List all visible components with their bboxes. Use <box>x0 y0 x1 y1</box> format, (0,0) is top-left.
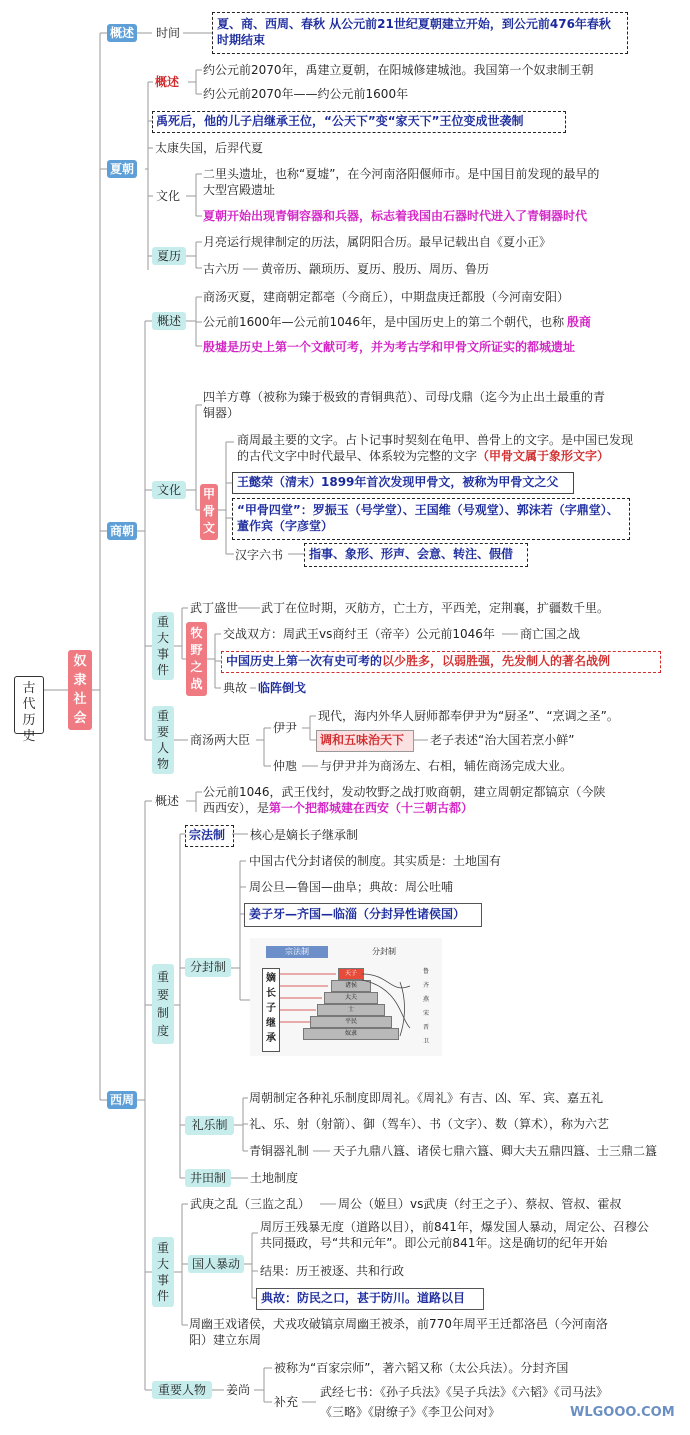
shang-oracle-node <box>200 484 218 540</box>
xia-erlitou: 二里头遗址，也称“夏墟”，在今河南洛阳偃师市。是中国目前发现的最早的大型宫殿遗址 <box>203 167 600 197</box>
diagram-left-header: 宗法制 <box>266 946 328 958</box>
shang-oracle-1 <box>237 432 642 464</box>
shang-muye-2a: 中国历史上第一次有史可考的 <box>226 654 383 668</box>
shang-oracle-2: 王懿荣（清末）1899年首次发现甲骨文，被称为甲骨文之父 <box>237 475 559 489</box>
shang-label: 商朝 <box>109 524 134 538</box>
zhou-liyue-1: 周朝制定各种礼乐制度即周礼。《周礼》有吉、凶、军、宾、嘉五礼 <box>249 1091 604 1105</box>
shang-yiyin-label: 伊尹 <box>273 721 298 735</box>
diagram-state: 卫 <box>422 1038 429 1045</box>
shang-muye-3b: 临阵倒戈 <box>258 681 307 695</box>
overview-label: 概述 <box>109 26 134 40</box>
shang-oracle-1a: 商周最主要的文字。占卜记事时契刻在龟甲、兽骨上的文字。是中国已发现的古代文字中时代最早、体系较为完整的文字 <box>237 433 634 463</box>
shang-oracle-1b: （甲骨文属于象形文字） <box>477 449 610 463</box>
shang-muye-3a: 典故 <box>223 681 248 695</box>
shang-events-label: 重大事件 <box>156 615 169 677</box>
shang-culture-label: 文化 <box>156 483 181 497</box>
zhou-label: 西周 <box>109 1093 134 1107</box>
diagram-tier: 诸侯 <box>331 980 371 992</box>
xia-culture-label: 文化 <box>156 189 181 203</box>
zhou-liyue-label: 礼乐制 <box>191 1118 228 1132</box>
shang-liushu-label: 汉字六书 <box>235 548 284 562</box>
shang-summary-label: 概述 <box>156 314 181 328</box>
shang-muye-2 <box>226 653 610 669</box>
shang-yiyin-1: 现代，海内外华人厨师都奉伊尹为“厨圣”、“烹调之圣”。 <box>318 709 619 723</box>
shang-summary-1: 商汤灭夏，建商朝定都亳（今商丘），中期盘庚迁都殷（今河南安阳） <box>203 290 570 304</box>
zhou-summary-a: 公元前1046，武王伐纣，发动牧野之战打败商朝，建立周朝定都镐京（今陕西西安），是 <box>203 785 606 815</box>
shang-summary-2b: 殷商 <box>567 315 592 329</box>
diagram-tier: 士 <box>317 1004 385 1016</box>
overview-node <box>107 24 137 42</box>
zhou-summary <box>203 784 613 816</box>
xia-summary-1: 约公元前2070年，禹建立夏朝，在阳城修建城池。我国第一个奴隶制王朝 <box>203 63 594 77</box>
diagram-state: 鲁 <box>422 968 429 975</box>
zhou-jingtian-node <box>185 1169 231 1187</box>
xia-calendar-2a: 古六历 <box>203 262 240 276</box>
zhou-people-node <box>152 1381 212 1399</box>
overview-time-label: 时间 <box>156 26 181 40</box>
xia-calendar-1: 月亮运行规律制定的历法，属阴阳合历。最早记载出自《夏小正》 <box>203 235 552 249</box>
zhou-zongfa-label: 宗法制 <box>189 828 226 842</box>
zhou-fenfeng-node <box>185 958 231 977</box>
zhou-jiang-2a: 武经七书：《孙子兵法》《吴子兵法》《六韬》《司马法》 <box>320 1385 609 1399</box>
diagram-state: 燕 <box>422 996 429 1003</box>
zhou-jiang-1: 被称为“百家宗师”，著六韬又称（太公兵法）。分封齐国 <box>274 1361 569 1375</box>
zhou-people-label: 重要人物 <box>157 1383 206 1397</box>
zongfa-fenfeng-diagram <box>250 938 442 1056</box>
diagram-tier: 奴隶 <box>303 1028 399 1040</box>
zhou-riot-3: 典故：防民之口，甚于防川。道路以目 <box>261 1291 466 1305</box>
xia-summary-2: 约公元前2070年——约公元前1600年 <box>203 87 409 101</box>
shang-yiyin-2b: 老子表述“治大国若烹小鲜” <box>430 733 575 747</box>
xia-calendar-node <box>152 247 186 265</box>
zhou-jiang-label: 姜尚 <box>226 1383 251 1397</box>
zhou-youwang: 周幽王戏诸侯，犬戎攻破镐京周幽王被杀，前770年周平王迁都洛邑（今河南洛阳）建立东周 <box>189 1317 608 1347</box>
diagram-left-side-text: 嫡长子继承 <box>266 973 276 1044</box>
era-label: 奴隶社会 <box>73 654 87 726</box>
diagram-state: 宋 <box>422 1010 429 1017</box>
zhou-node <box>107 1091 137 1109</box>
zhou-liyue-3b: 天子九鼎八簋、诸侯七鼎六簋、卿大夫五鼎四簋、士三鼎二簋 <box>333 1144 658 1158</box>
zhou-jiang-2-label: 补充 <box>274 1395 299 1409</box>
diagram-state: 齐 <box>422 982 429 989</box>
xia-taikang: 太康失国，后羿代夏 <box>155 141 264 155</box>
zhou-fenfeng-1: 中国古代分封诸侯的制度。其实质是：土地国有 <box>249 854 502 868</box>
diagram-arrows <box>250 938 442 1056</box>
zhou-riot-node <box>188 1255 244 1273</box>
shang-muye-1a: 交战双方：周武王vs商纣王（帝辛）公元前1046年 <box>223 627 495 641</box>
shang-yinxu: 殷墟是历史上第一个文献可考，并为考古学和甲骨文所证实的都城遗址 <box>203 340 576 354</box>
xia-succession: 禹死后，他的儿子启继承王位，“公天下”变“家天下”王位变成世袭制 <box>156 114 524 128</box>
diagram-tier: 大夫 <box>324 992 378 1004</box>
zhou-jingtian-label: 井田制 <box>189 1171 226 1185</box>
shang-bronzes: 四羊方尊（被称为臻于极致的青铜典范）、司母戊鼎（迄今为止出土最重的青铜器） <box>203 390 606 420</box>
zhou-riot-label: 国人暴动 <box>191 1257 240 1271</box>
zhou-systems-label: 重要制度 <box>156 970 169 1038</box>
shang-ministers-label: 商汤两大臣 <box>190 733 251 747</box>
zhou-riot-1: 周厉王残暴无度（道路以目），前841年，爆发国人暴动，周定公、召穆公共同摄政，号“共和元年”。即公元前841年。这是确切的纪年开始 <box>260 1220 649 1250</box>
shang-summary-node <box>152 312 186 330</box>
zhou-jingtian: 土地制度 <box>250 1171 299 1185</box>
zhou-riot-2: 结果：历王被逐、共和行政 <box>260 1264 405 1278</box>
zhou-wugeng-a: 武庚之乱（三监之乱） <box>190 1197 311 1211</box>
zhou-jiang-2b: 《三略》《尉缭子》《李卫公问对》 <box>320 1405 501 1419</box>
xia-bronze: 夏朝开始出现青铜容器和兵器，标志着我国由石器时代进入了青铜器时代 <box>203 209 588 223</box>
zhou-zongfa: 核心是嫡长子继承制 <box>250 828 359 842</box>
zhou-fenfeng-3: 姜子牙—齐国—临淄（分封异性诸侯国） <box>249 907 466 921</box>
shang-muye-label: 牧野之战 <box>190 626 203 691</box>
zhou-summary-b: 第一个把都城建在西安（十三朝古都） <box>269 801 474 815</box>
overview-time-text: 夏、商、西周、春秋 从公元前21世纪夏朝建立开始，到公元前476年春秋时期结束 <box>217 17 611 47</box>
root-node <box>14 676 44 744</box>
xia-calendar-2b: 黄帝历、颛顼历、夏历、殷历、周历、鲁历 <box>261 262 490 276</box>
shang-muye-2b: 以少胜多，以弱胜强，先发制人的著名战例 <box>382 654 611 668</box>
diagram-tier: 天子 <box>338 968 364 980</box>
zhou-wugeng-b: 周公（姬旦）vs武庚（纣王之子）、蔡叔、管叔、霍叔 <box>338 1197 622 1211</box>
shang-node <box>107 522 137 540</box>
zhou-liyue-2: 礼、乐、射（射箭）、御（驾车）、书（文字）、数（算术），称为六艺 <box>249 1117 610 1131</box>
zhou-liyue-3a: 青铜器礼制 <box>249 1144 310 1158</box>
shang-culture-node <box>152 481 186 499</box>
shang-yiyin-2a: 调和五味治天下 <box>320 733 405 747</box>
shang-zhonghui: 与伊尹并为商汤左、右相，辅佐商汤完成大业。 <box>320 759 573 773</box>
shang-summary-2a: 公元前1600年—公元前1046年，是中国历史上的第二个朝代，也称 <box>203 315 565 329</box>
watermark: WLGOOO.COM <box>570 1405 675 1420</box>
xia-label: 夏朝 <box>109 162 134 176</box>
shang-people-node <box>152 706 174 774</box>
zhou-liyue-node <box>185 1116 234 1135</box>
shang-oracle-3: “甲骨四堂”：罗振玉（号学堂）、王国维（号观堂）、郭沫若（字鼎堂）、董作宾（字彦堂） <box>237 503 619 533</box>
shang-liushu: 指事、象形、形声、会意、转注、假借 <box>309 547 514 561</box>
shang-wuding: 武丁在位时期，灭舫方，亡土方，平西羌，定荆襄，扩疆数千里。 <box>261 601 610 615</box>
shang-zhonghui-label: 仲虺 <box>273 759 298 773</box>
shang-people-label: 重要人物 <box>156 709 169 771</box>
zhou-fenfeng-label: 分封制 <box>189 960 226 974</box>
xia-calendar-label: 夏历 <box>156 249 181 263</box>
diagram-right-header: 分封制 <box>372 947 396 956</box>
zhou-summary-label: 概述 <box>155 794 180 808</box>
shang-events-node <box>152 612 174 680</box>
shang-muye-node <box>186 622 207 696</box>
zhou-systems-node <box>152 964 174 1044</box>
shang-wuding-label: 武丁盛世 <box>190 601 239 615</box>
diagram-tier: 平民 <box>310 1016 392 1028</box>
xia-node <box>107 160 137 178</box>
zhou-fenfeng-2: 周公旦—鲁国—曲阜；典故：周公吐哺 <box>249 880 454 894</box>
zhou-events-node <box>152 1237 174 1307</box>
diagram-state: 晋 <box>422 1024 429 1031</box>
zhou-events-label: 重大事件 <box>156 1241 169 1303</box>
era-node <box>68 650 92 730</box>
shang-muye-1b: 商亡国之战 <box>520 627 581 641</box>
shang-oracle-label: 甲骨文 <box>202 487 215 535</box>
root-label: 古代历史 <box>22 681 36 744</box>
xia-summary-label: 概述 <box>155 75 180 89</box>
